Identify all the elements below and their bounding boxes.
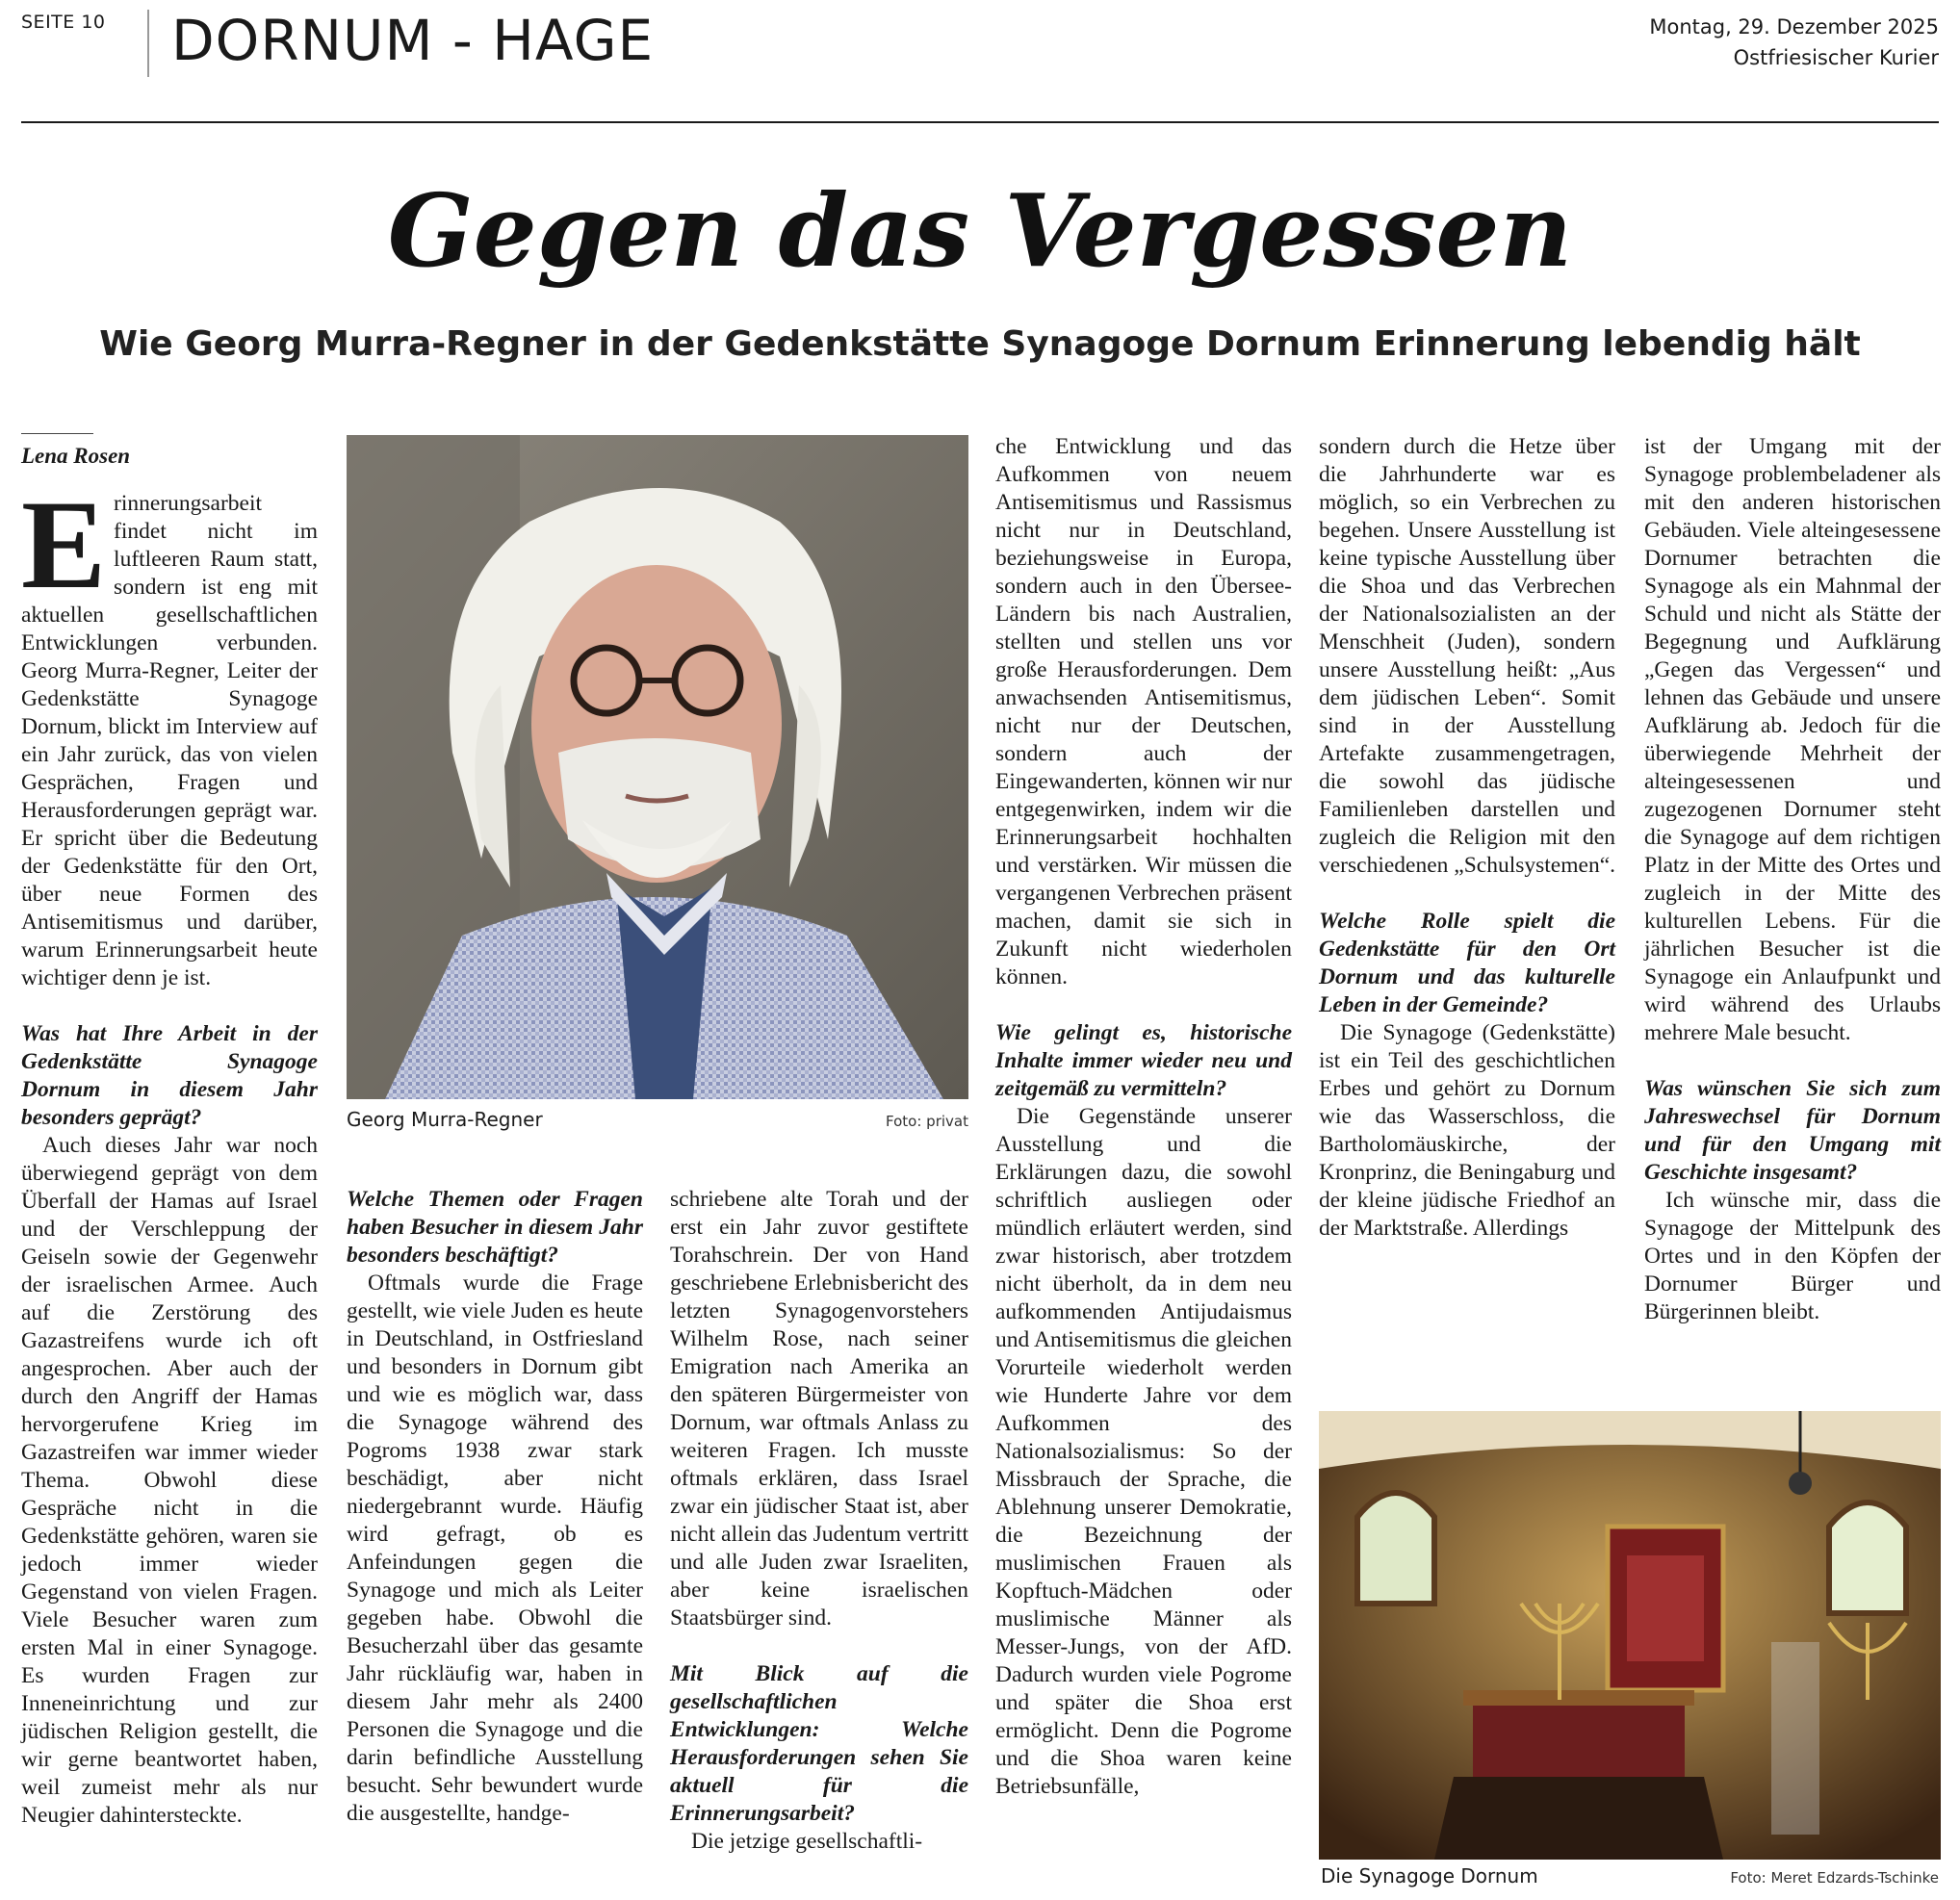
interview-answer: schriebene alte Torah und der erst ein Jahr zuvor gestiftete Torahschrein. Der von Hand geschriebene Erlebnisbericht des letzten Synagogenvorstehers Wilhelm Rose, nach seiner Emigration nach Amerika an den späteren Bürgermeister von Dornum, war oftmals Anlass zu weiteren Fragen. Ich musste oftmals erklären, dass Israel zwar ein jüdischer Staat ist, aber nicht allein das Judentum vertritt und alle Juden zwar Israeliten, aber keine israelischen Staatsbürger sind.	[670, 1187, 968, 1630]
interview-question: Mit Blick auf die gesellschaftlichen Entwicklungen: Welche Herausforderungen sehen Sie aktuell für die Erinnerungsarbeit?	[670, 1661, 968, 1826]
page-number: SEITE 10	[21, 12, 106, 33]
article-subheadline: Wie Georg Murra-Regner in der Gedenkstätte Synagoge Dornum Erinnerung lebendig hält	[99, 324, 1861, 364]
interview-answer: che Entwicklung und das Aufkommen von neuem Antisemitismus und Rassismus nicht nur in Deutschland, beziehungsweise in Europa, sondern auch in den Übersee-Ländern bis nach Australien, stellten und stellen uns vor große Herausforderungen. Dem anwachsenden Antisemitismus, nicht nur der Deutschen, sondern auch der Eingewanderten, können wir nur entgegenwirken, indem wir die Erinnerungsarbeit hochhalten und verstärken. Wir müssen die vergangenen Verbrechen präsent machen, damit sie sich in Zukunft nicht wiederholen können.	[995, 434, 1293, 989]
synagogue-photo	[1319, 1411, 1941, 1860]
interview-question: Was wünschen Sie sich zum Jahreswechsel für Dornum und für den Umgang mit Geschichte insgesamt?	[1644, 1076, 1941, 1185]
interview-question: Wie gelingt es, historische Inhalte immer wieder neu und zeitgemäß zu vermitteln?	[995, 1020, 1292, 1101]
column-4	[1319, 433, 1615, 1243]
interview-answer: Auch dieses Jahr war noch überwiegend geprägt von dem Überfall der Hamas auf Israel und der Verschleppung der Geiseln sowie der Gegenwehr der israelischen Armee. Auch auf die Zerstörung des Gazastreifens wurde ich oft angesprochen. Aber auch der durch den Angriff der Hamas hervorgerufene Krieg im Gazastreifen war immer wieder Thema. Obwohl diese Gespräche nicht in die Gedenkstätte gehören, waren sie jedoch immer wieder Gegenstand von vielen Fragen. Viele Besucher waren zum ersten Mal in einer Synagoge. Es wurden Fragen zur Inneneinrichtung und zur jüdischen Religion gestellt, die wir gerne beantwortet haben, weil zumeist mehr als nur Neugier dahintersteckte.	[21, 1133, 318, 1828]
interview-question: Was hat Ihre Arbeit in der Gedenkstätte Synagoge Dornum in diesem Jahr besonders geprägt?	[21, 1021, 318, 1130]
synagogue-caption: Die Synagoge Dornum	[1321, 1864, 1538, 1887]
interview-answer: Die jetzige gesellschaftli-	[691, 1829, 923, 1854]
issue-date: Montag, 29. Dezember 2025	[1649, 15, 1939, 39]
column-1	[21, 433, 318, 1830]
synagogue-credit: Foto: Meret Edzards-Tschinke	[1730, 1869, 1939, 1887]
article-intro	[21, 474, 318, 992]
article-headline: Gegen das Vergessen	[387, 171, 1573, 290]
section-title: DORNUM - HAGE	[171, 8, 655, 73]
drop-cap: E	[21, 474, 107, 615]
author-byline: Lena Rosen	[21, 444, 131, 468]
intro-text: rinnerungsarbeit findet nicht im luftleeren Raum statt, sondern ist eng mit aktuellen gesellschaftlichen Entwicklungen verbunden. Georg Murra-Regner, Leiter der Gedenkstätte Synagoge Dornum, blickt im Interview auf ein Jahr zurück, das von vielen Gesprächen, Fragen und Herausforderungen geprägt war. Er spricht über die Bedeutung der Gedenkstätte für den Ort, über neue Formen des Antisemitismus und darüber, warum Erinnerungsarbeit heute wichtiger denn je ist.	[21, 491, 318, 990]
portrait-credit: Foto: privat	[886, 1113, 968, 1130]
portrait-illustration	[347, 435, 968, 1099]
column-2b	[670, 1186, 968, 1856]
interview-answer: ist der Umgang mit der Synagoge problembeladener als mit den anderen historischen Gebäuden. Viele alteingesessene Dornumer betrachten die Synagoge als ein Mahnmal der Schuld und nicht als Stätte der Begegnung und Aufklärung „Gegen das Vergessen“ und lehnen das Gebäude und unsere Aufklärung ab. Jedoch für die überwiegende Mehrheit der alteingesessenen und zugezogenen Dornumer steht die Synagoge auf dem richtigen Platz in der Mitte des Ortes und zugleich in der Mitte des kulturellen Lebens. Für die jährlichen Besucher ist die Synagoge ein Anlaufpunkt und wird während des Urlaubs mehrere Male besucht.	[1644, 434, 1941, 1045]
interview-question: Welche Rolle spielt die Gedenkstätte für den Ort Dornum und das kulturelle Leben in der Gemeinde?	[1319, 909, 1615, 1017]
column-3	[995, 433, 1292, 1801]
synagogue-illustration	[1319, 1411, 1941, 1860]
author-rule	[21, 433, 93, 434]
interview-answer: Die Gegenstände unserer Ausstellung und die Erklärungen dazu, die sowohl schriftlich ausliegen oder mündlich erläutert werden, sind zwar historisch, aber trotzdem nicht überholt, da in dem neu aufkommenden Antijudaismus und Antisemitismus die gleichen Vorurteile wiederholt werden wie Hunderte Jahre vor dem Aufkommen des Nationalsozialismus: So der Missbrauch der Sprache, die Ablehnung unserer Demokratie, die Bezeichnung der muslimischen Frauen als Kopftuch-Mädchen oder muslimische Männer als Messer-Jungs, von der AfD. Dadurch wurden viele Pogrome und später die Shoa erst ermöglicht. Denn die Pogrome und die Shoa waren keine Betriebsunfälle,	[995, 1104, 1292, 1799]
column-5	[1644, 433, 1941, 1326]
portrait-photo	[347, 435, 968, 1099]
header-rule	[21, 121, 1939, 123]
interview-answer: Ich wünsche mir, dass die Synagoge der Mittelpunk des Ortes und in den Köpfen der Dornumer Bürger und Bürgerinnen bleibt.	[1644, 1188, 1941, 1324]
interview-answer: sondern durch die Hetze über die Jahrhunderte war es möglich, so ein Verbrechen zu begehen. Unsere Ausstellung ist keine typische Ausstellung über die Shoa und das Verbrechen der Nationalsozialisten an der Menschheit (Juden), sondern unsere Ausstellung heißt: „Aus dem jüdischen Leben“. Somit sind in der Ausstellung Artefakte zusammengetragen, die sowohl das jüdische Familienleben darstellen und zugleich die Religion mit den verschiedenen „Schulsystemen“.	[1319, 434, 1616, 878]
header-meta	[1649, 12, 1939, 73]
column-2a	[347, 1186, 643, 1828]
interview-answer: Die Synagoge (Gedenkstätte) ist ein Teil des geschichtlichen Erbes und gehört zu Dornum wie das Wasserschloss, die Bartholomäuskirche, der Kronprinz, die Beningaburg und der kleine jüdische Friedhof an der Marktstraße. Allerdings	[1319, 1020, 1615, 1241]
interview-question: Welche Themen oder Fragen haben Besucher in diesem Jahr besonders beschäftigt?	[347, 1187, 643, 1268]
interview-answer: Oftmals wurde die Frage gestellt, wie viele Juden es heute in Deutschland, in Ostfriesland und besonders in Dornum gibt und wie es möglich war, dass die Synagoge während des Pogroms 1938 zwar stark beschädigt, aber nicht niedergebrannt wurde. Häufig wird gefragt, ob es Anfeindungen gegen die Synagoge und mich als Leiter gegeben habe. Obwohl die Besucherzahl über das gesamte Jahr rückläufig war, haben in diesem Jahr mehr als 2400 Personen die Synagoge und die darin befindliche Ausstellung besucht. Sehr bewundert wurde die ausgestellte, handge-	[347, 1271, 644, 1826]
portrait-caption: Georg Murra-Regner	[347, 1108, 543, 1131]
header-divider	[147, 10, 149, 77]
publication-name: Ostfriesischer Kurier	[1733, 46, 1939, 69]
